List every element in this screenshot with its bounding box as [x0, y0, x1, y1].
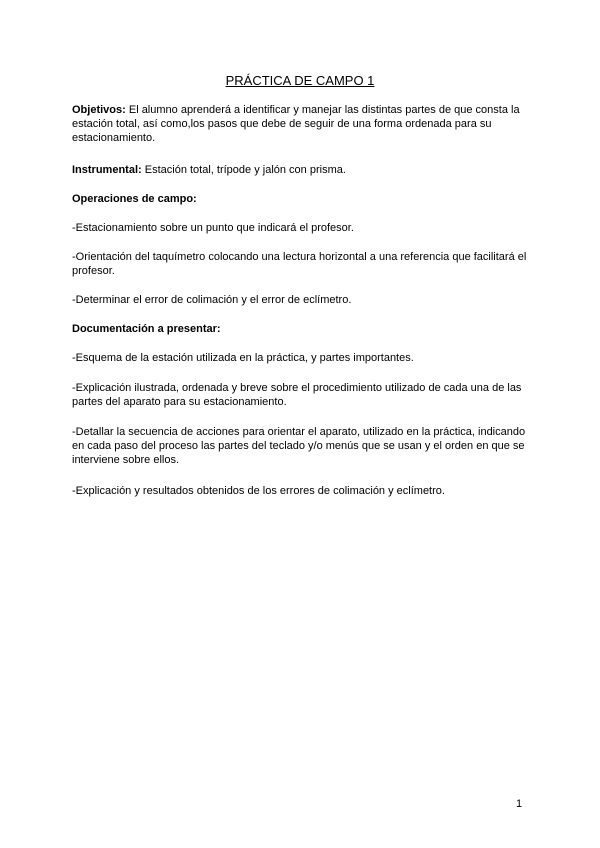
objectives-label: Objetivos:	[72, 104, 126, 116]
documentation-item: -Explicación y resultados obtenidos de los errores de colimación y eclímetro.	[72, 485, 445, 497]
operations-item: -Determinar el error de colimación y el error de eclímetro.	[72, 294, 352, 306]
page-number: 1	[516, 798, 523, 810]
operations-heading: Operaciones de campo:	[72, 193, 197, 205]
documentation-heading: Documentación a presentar:	[72, 323, 221, 335]
operations-item: -Orientación del taquímetro colocando una lectura horizontal a una referencia que facilitará el profesor.	[72, 251, 527, 277]
objectives-text: El alumno aprenderá a identificar y manejar las distintas partes de que consta la estación total, así como,los pasos que debe de seguir de una forma ordenada para su estacionamiento.	[72, 104, 520, 144]
instrumental-label: Instrumental:	[72, 164, 142, 176]
objectives-paragraph	[72, 103, 532, 145]
instrumental-paragraph	[72, 163, 532, 177]
operations-item: -Estacionamiento sobre un punto que indicará el profesor.	[72, 222, 354, 234]
instrumental-text: Estación total, trípode y jalón con prisma.	[141, 164, 346, 176]
documentation-item: -Explicación ilustrada, ordenada y breve sobre el procedimiento utilizado de cada una de las partes del aparato para su estacionamiento.	[72, 382, 522, 408]
documentation-item: -Esquema de la estación utilizada en la práctica, y partes importantes.	[72, 352, 414, 364]
page-title: PRÁCTICA DE CAMPO 1	[225, 73, 375, 88]
documentation-item: -Detallar la secuencia de acciones para orientar el aparato, utilizado en la práctica, indicando en cada paso del proceso las partes del teclado y/o menús que se usan y el orden en que se interviene sobre ellos.	[72, 426, 526, 466]
